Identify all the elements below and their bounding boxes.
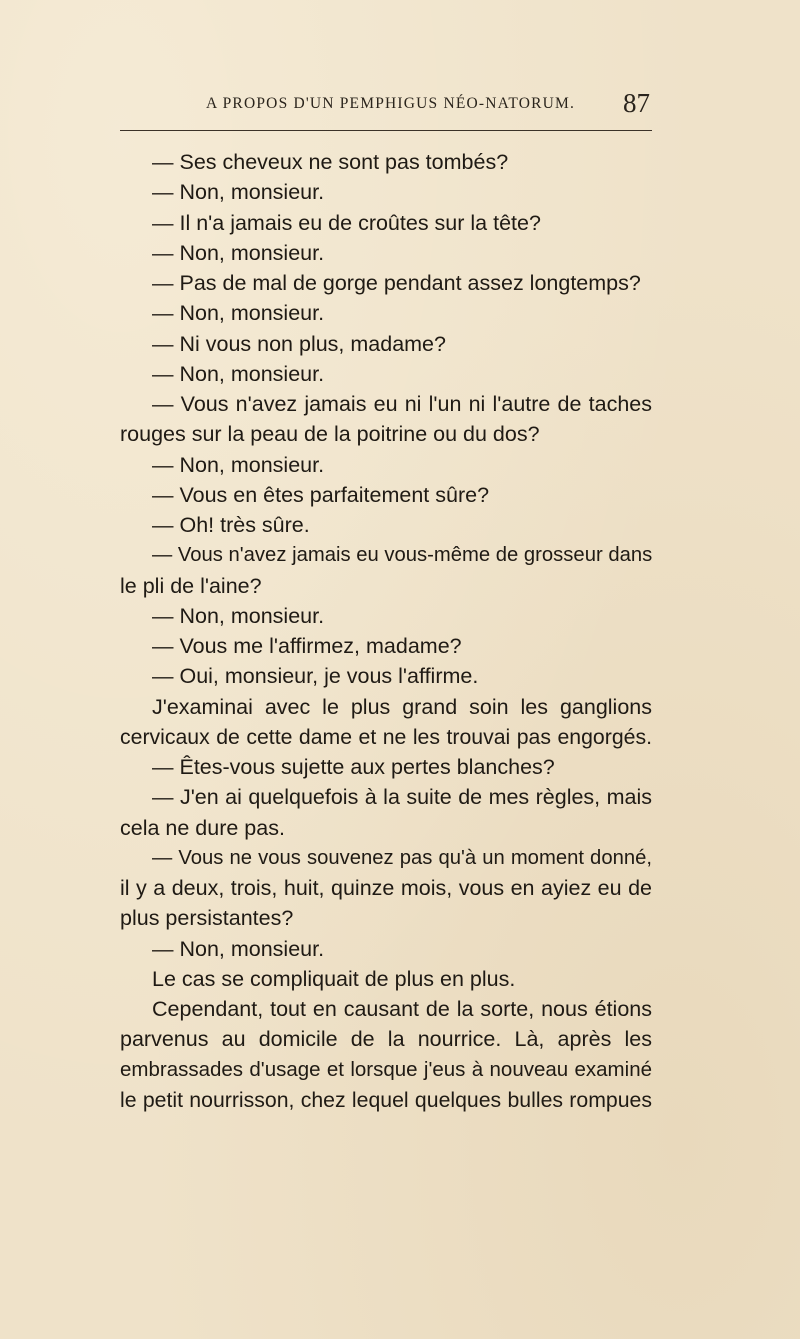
text-line: — Il n'a jamais eu de croûtes sur la tête? [152, 210, 541, 235]
page-number: 87 [623, 88, 650, 118]
text-line: — Oui, monsieur, je vous l'affirme. [152, 664, 479, 689]
text-line: — Vous ne vous souvenez pas qu'à un moment donné, [152, 846, 652, 869]
text-line: Cependant, tout en causant de la sorte, nous étions [152, 997, 652, 1021]
text-line: il y a deux, trois, huit, quinze mois, vous en ayiez eu de [120, 876, 652, 900]
text-line: — Vous me l'affirmez, madame? [152, 634, 462, 658]
text-line: plus persistantes? [120, 906, 294, 931]
text-line: J'examinai avec le plus grand soin les ganglions [152, 694, 652, 719]
running-title: A PROPOS D'UN PEMPHIGUS NÉO-NATORUM. [206, 95, 576, 112]
body-text [120, 147, 652, 1115]
text-line: — Êtes-vous sujette aux pertes blanches? [152, 755, 555, 779]
text-line: — Non, monsieur. [152, 452, 325, 477]
text-line: — Non, monsieur. [152, 603, 325, 628]
text-line: — Pas de mal de gorge pendant assez longtemps? [152, 271, 641, 295]
running-head [122, 88, 650, 122]
text-line: — Vous en êtes parfaitement sûre? [152, 482, 490, 507]
text-line: Le cas se compliquait de plus en plus. [152, 966, 516, 991]
text-line: parvenus au domicile de la nourrice. Là, après les [120, 1027, 652, 1052]
text-line: — Vous n'avez jamais eu ni l'un ni l'autre de taches [152, 392, 652, 416]
text-line: embrassades d'usage et lorsque j'eus à nouveau examiné [120, 1057, 652, 1081]
text-line: — Non, monsieur. [152, 361, 325, 386]
text-line: cela ne dure pas. [120, 815, 285, 840]
text-line: — Non, monsieur. [152, 301, 325, 326]
header-rule [120, 130, 652, 131]
text-line: rouges sur la peau de la poitrine ou du dos? [120, 422, 540, 447]
text-line: — Non, monsieur. [152, 936, 325, 961]
text-line: le pli de l'aine? [120, 573, 262, 598]
text-line: — Oh! très sûre. [152, 513, 310, 537]
text-line: le petit nourrisson, chez lequel quelques bulles rompues [120, 1087, 652, 1112]
text-line: — Non, monsieur. [152, 240, 325, 265]
text-line: — Vous n'avez jamais eu vous-même de grosseur dans [152, 544, 653, 567]
text-line: cervicaux de cette dame et ne les trouvai pas engorgés. [120, 724, 652, 749]
text-line: — J'en ai quelquefois à la suite de mes règles, mais [152, 785, 652, 810]
text-line: — Ses cheveux ne sont pas tombés? [152, 150, 509, 174]
text-line: — Ni vous non plus, madame? [152, 331, 446, 356]
text-line: — Non, monsieur. [152, 180, 325, 205]
